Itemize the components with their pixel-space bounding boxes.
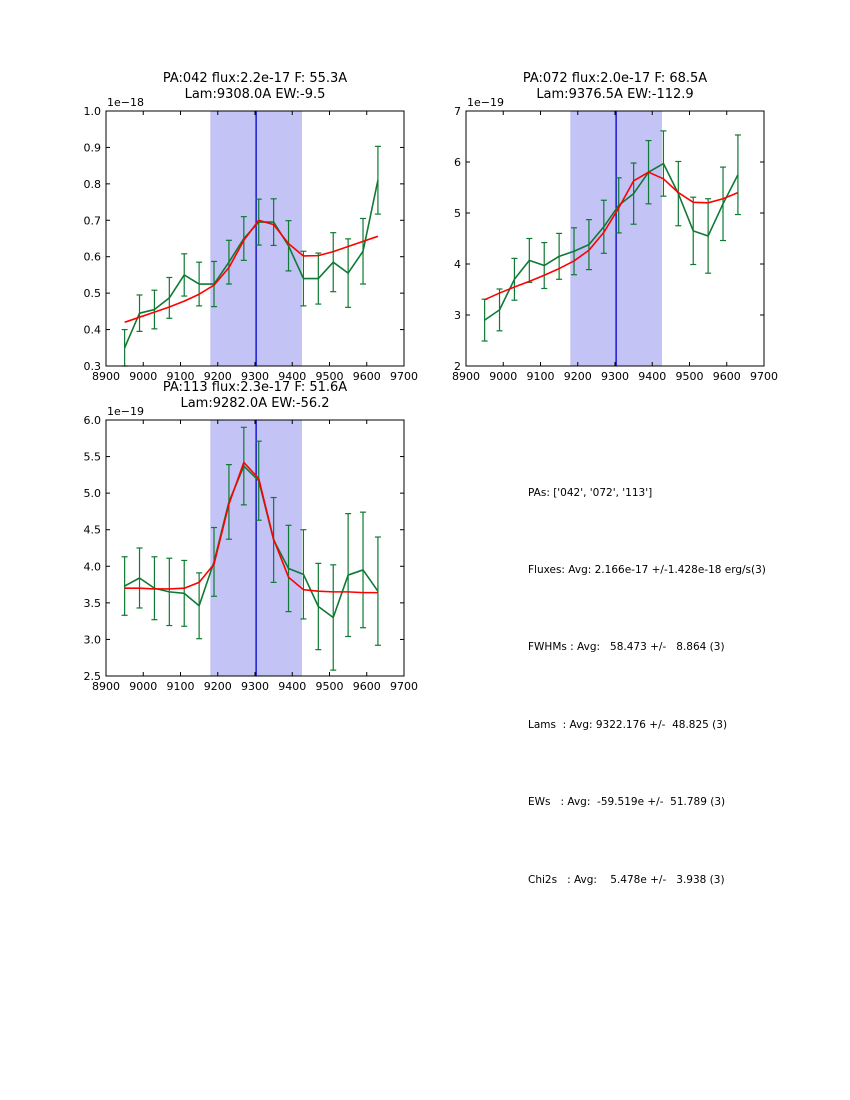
- svg-text:8900: 8900: [92, 370, 120, 383]
- svg-text:9200: 9200: [203, 370, 232, 383]
- svg-text:9200: 9200: [203, 680, 232, 693]
- svg-text:3: 3: [454, 309, 461, 322]
- svg-text:0.5: 0.5: [83, 287, 101, 301]
- svg-text:9400: 9400: [278, 370, 307, 383]
- svg-text:9600: 9600: [712, 370, 741, 383]
- svg-text:9500: 9500: [675, 370, 704, 383]
- svg-text:4.5: 4.5: [83, 523, 101, 537]
- svg-text:9000: 9000: [129, 370, 158, 383]
- svg-text:2: 2: [454, 360, 461, 373]
- svg-text:0.4: 0.4: [83, 323, 101, 337]
- svg-text:9100: 9100: [526, 370, 555, 383]
- summary-line-chi2s: Chi2s : Avg: 5.478e +/- 3.938 (3): [528, 873, 725, 886]
- svg-text:9700: 9700: [390, 370, 418, 383]
- subplot-title: PA:072 flux:2.0e-17 F: 68.5A: [522, 71, 708, 86]
- svg-text:3.5: 3.5: [83, 596, 101, 610]
- subplot-subtitle: Lam:9308.0A EW:-9.5: [184, 87, 326, 102]
- svg-text:9400: 9400: [278, 680, 307, 693]
- fit-summary-panel: [528, 429, 766, 945]
- svg-text:8900: 8900: [92, 680, 120, 693]
- svg-text:9100: 9100: [166, 370, 195, 383]
- svg-text:3.0: 3.0: [83, 633, 101, 647]
- subplot-pa-042: [84, 71, 419, 383]
- svg-text:9700: 9700: [750, 370, 778, 383]
- y-axis-offset-label: 1e−19: [107, 405, 144, 418]
- subplot-pa-113: [84, 380, 419, 693]
- svg-text:9500: 9500: [315, 680, 344, 693]
- svg-text:0.9: 0.9: [83, 141, 101, 155]
- svg-text:9700: 9700: [390, 680, 418, 693]
- svg-text:9000: 9000: [489, 370, 518, 383]
- summary-line-ews: EWs : Avg: -59.519e +/- 51.789 (3): [528, 796, 726, 809]
- svg-text:9300: 9300: [241, 680, 269, 693]
- svg-text:0.8: 0.8: [83, 177, 101, 191]
- subplot-subtitle: Lam:9282.0A EW:-56.2: [180, 396, 330, 411]
- svg-text:0.3: 0.3: [83, 360, 101, 373]
- svg-text:5.5: 5.5: [83, 450, 101, 464]
- svg-text:9300: 9300: [601, 370, 629, 383]
- subplot-title: PA:113 flux:2.3e-17 F: 51.6A: [162, 380, 348, 395]
- svg-text:0.6: 0.6: [83, 250, 101, 264]
- subplot-pa-072: [452, 71, 778, 383]
- summary-line-pas: PAs: ['042', '072', '113']: [528, 486, 653, 499]
- svg-text:9400: 9400: [638, 370, 667, 383]
- svg-text:6.0: 6.0: [83, 414, 101, 427]
- svg-text:2.5: 2.5: [83, 670, 101, 683]
- svg-text:9600: 9600: [352, 370, 381, 383]
- svg-text:1.0: 1.0: [83, 105, 101, 118]
- svg-text:5.0: 5.0: [83, 487, 101, 501]
- svg-text:9000: 9000: [129, 680, 158, 693]
- svg-text:6: 6: [454, 156, 461, 169]
- summary-line-fwhms: FWHMs : Avg: 58.473 +/- 8.864 (3): [528, 641, 725, 654]
- svg-text:4.0: 4.0: [83, 560, 101, 574]
- summary-line-lams: Lams : Avg: 9322.176 +/- 48.825 (3): [528, 718, 728, 731]
- svg-text:4: 4: [454, 258, 461, 271]
- summary-line-fluxes: Fluxes: Avg: 2.166e-17 +/-1.428e-18 erg/s(3): [528, 563, 766, 576]
- svg-text:7: 7: [454, 105, 461, 118]
- svg-text:9600: 9600: [352, 680, 381, 693]
- subplot-subtitle: Lam:9376.5A EW:-112.9: [536, 87, 694, 102]
- subplot-title: PA:042 flux:2.2e-17 F: 55.3A: [162, 71, 348, 86]
- svg-text:9500: 9500: [315, 370, 344, 383]
- y-axis-offset-label: 1e−18: [107, 96, 144, 109]
- svg-text:0.7: 0.7: [83, 214, 101, 228]
- svg-text:5: 5: [454, 207, 461, 220]
- svg-text:9200: 9200: [563, 370, 592, 383]
- y-axis-offset-label: 1e−19: [467, 96, 504, 109]
- svg-text:8900: 8900: [452, 370, 480, 383]
- svg-text:9100: 9100: [166, 680, 195, 693]
- svg-text:9300: 9300: [241, 370, 269, 383]
